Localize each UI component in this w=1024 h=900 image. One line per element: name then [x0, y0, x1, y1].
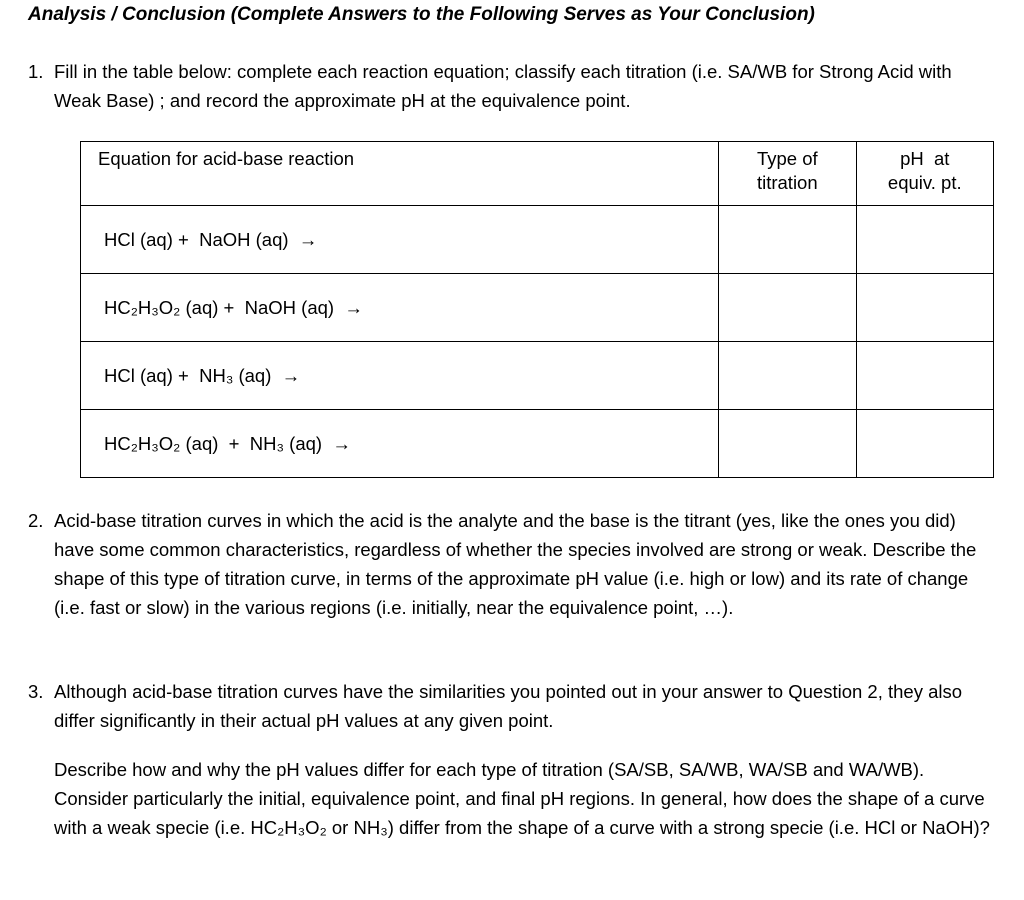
equation-text: HCl (aq) + NH₃ (aq) →: [104, 364, 301, 386]
equation-text: HC₂H₃O₂ (aq) + NH₃ (aq) →: [104, 432, 351, 454]
header-type-line1: Type of: [756, 148, 818, 169]
type-cell[interactable]: [719, 410, 856, 478]
type-cell[interactable]: [719, 274, 856, 342]
type-cell[interactable]: [719, 206, 856, 274]
reaction-table: [80, 141, 994, 478]
question-1-text: Fill in the table below: complete each reaction equation; classify each titration (i.e. SA/WB for Strong Acid with Weak Base) ; and record the approximate pH at the equivalence point.: [54, 61, 952, 111]
header-ph-line2: equiv. pt.: [887, 172, 962, 193]
equation-text: HC₂H₃O₂ (aq) + NaOH (aq) →: [104, 296, 363, 318]
ph-cell[interactable]: [856, 410, 993, 478]
question-2-text: Acid-base titration curves in which the acid is the analyte and the base is the titrant (yes, like the ones you did) have some common characteristics, regardless of whether the species involved are strong or weak. Describe the shape of this type of titration curve, in terms of the approximate pH value (i.e. high or low) and its rate of change (i.e. fast or slow) in the various regions (i.e. initially, near the equivalence point, …).: [54, 510, 977, 618]
header-type: [719, 142, 856, 206]
ph-cell[interactable]: [856, 274, 993, 342]
equation-cell: [81, 342, 719, 410]
equation-cell: [81, 206, 719, 274]
table-row: [81, 206, 994, 274]
type-cell[interactable]: [719, 342, 856, 410]
header-equation: Equation for acid-base reaction: [81, 142, 719, 206]
table-row: [81, 342, 994, 410]
equation-text: HCl (aq) + NaOH (aq) →: [104, 228, 318, 250]
ph-cell[interactable]: [856, 342, 993, 410]
equation-cell: [81, 274, 719, 342]
question-3-text: Although acid-base titration curves have the similarities you pointed out in your answer to Question 2, they also differ significantly in their actual pH values at any given point.: [54, 681, 963, 731]
table-header-row: [81, 142, 994, 206]
header-ph-line1: pH at: [900, 148, 950, 169]
question-1-number: 1.: [28, 61, 44, 82]
question-3-followup: Describe how and why the pH values differ for each type of titration (SA/SB, SA/WB, WA/SB and WA/WB). Consider particularly the initial, equivalence point, and final pH regions. In general, how does the shape of a curve with a weak specie (i.e. HC₂H₃O₂ or NH₃) differ from the shape of a curve with a strong specie (i.e. HCl or NaOH)?: [54, 759, 990, 838]
ph-cell[interactable]: [856, 206, 993, 274]
question-2: [28, 506, 988, 622]
question-1: [28, 57, 1003, 115]
page-heading: Analysis / Conclusion (Complete Answers to the Following Serves as Your Conclusion): [28, 4, 815, 25]
question-3-number: 3.: [28, 681, 44, 702]
header-ph: [856, 142, 993, 206]
equation-cell: [81, 410, 719, 478]
question-2-number: 2.: [28, 510, 44, 531]
header-type-line2: titration: [756, 172, 818, 193]
question-3: [28, 677, 1003, 735]
table-row: [81, 274, 994, 342]
table-row: [81, 410, 994, 478]
